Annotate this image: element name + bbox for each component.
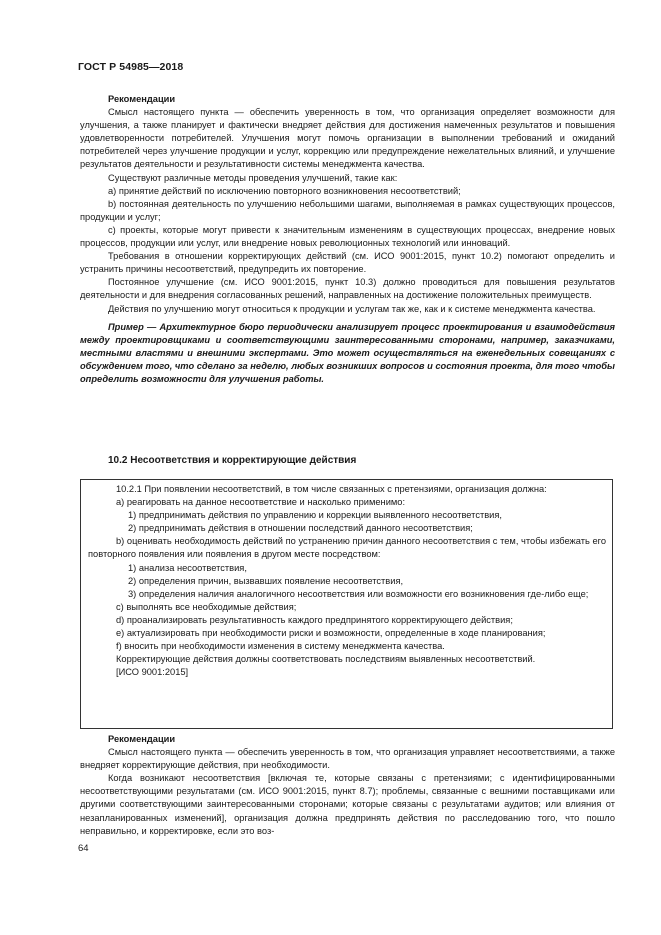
box-line: 10.2.1 При появлении несоответствий, в том числе связанных с претензиями, организация должна: bbox=[116, 484, 547, 494]
box-line: f) вносить при необходимости изменения в систему менеджмента качества. bbox=[116, 641, 445, 652]
paragraph: Смысл настоящего пункта — обеспечить уверенность в том, что организация управляет несоответствиями, а также внедряет корректирующие действия, при необходимости. bbox=[80, 747, 615, 771]
recommendations-heading: Рекомендации bbox=[108, 734, 176, 744]
paragraph: Существуют различные методы проведения улучшений, такие как: bbox=[108, 172, 398, 183]
box-line: d) проанализировать результативность каждого предпринятого корректирующего действия; bbox=[116, 614, 513, 625]
box-line: 3) определения наличия аналогичного несоответствия или возможности его возникновения где-либо еще; bbox=[128, 588, 589, 599]
paragraph: Действия по улучшению могут относиться к продукции и услугам так же, как и к системе менеджмента качества. bbox=[108, 303, 596, 314]
list-item: b) постоянная деятельность по улучшению небольшими шагами, выполняемая в рамках существующих процессов, продукции и услуг; bbox=[80, 198, 615, 222]
list-item: c) проекты, которые могут привести к значительным изменениям в существующих процессах, внедрение новых процессов, продукции или услуг, или внедрение новых революционных технологий или инноваций. bbox=[80, 224, 615, 249]
box-line: 2) определения причин, вызвавших появление несоответствия, bbox=[128, 575, 404, 586]
box-line: Корректирующие действия должны соответствовать последствиям выявленных несоответствий. bbox=[116, 654, 536, 665]
document-id: ГОСТ Р 54985—2018 bbox=[78, 61, 184, 73]
paragraph: Постоянное улучшение (см. ИСО 9001:2015, пункт 10.3) должно проводиться для повышения результатов деятельности и для внедрения согласованных решений, направленных на достижение положительных преимуществ. bbox=[80, 277, 615, 301]
paragraph: Смысл настоящего пункта — обеспечить уверенность в том, что организация определяет возможности для улучшения, а также планирует и фактически внедряет действия для достижения намеченных результатов и повышения удовлетворенности потребителей. Улучшения могут помочь организации в выполнении требований и ожиданий потребителей через улучшение продукции и услуг, коррекцию или предупреждение нежелательных влияний, и улучшение результатов деятельности и результативности системы менеджмента качества. bbox=[80, 107, 615, 170]
box-line: c) выполнять все необходимые действия; bbox=[116, 601, 297, 612]
list-item: a) принятие действий по исключению повторного возникновения несоответствий; bbox=[108, 185, 461, 196]
box-line: 1) анализа несоответствия, bbox=[128, 562, 247, 573]
iso-quote-text bbox=[88, 483, 606, 679]
box-citation: [ИСО 9001:2015] bbox=[116, 667, 189, 678]
recommendations-heading: Рекомендации bbox=[108, 94, 176, 104]
paragraph: Требования в отношении корректирующих действий (см. ИСО 9001:2015, пункт 10.2) помогают определить и устранить причины несоответствий, предупредить их повторение. bbox=[80, 251, 615, 275]
section-title: 10.2 Несоответствия и корректирующие действия bbox=[108, 455, 357, 466]
recommendations-top bbox=[80, 93, 615, 386]
page-number: 64 bbox=[78, 843, 89, 854]
box-line: b) оценивать необходимость действий по устранению причин данного несоответствия с тем, чтобы избежать его повторного появления или появления в другом месте посредством: bbox=[88, 536, 606, 560]
box-line: e) актуализировать при необходимости риски и возможности, определенные в ходе планирования; bbox=[116, 628, 546, 639]
box-line: a) реагировать на данное несоответствие и насколько применимо: bbox=[116, 497, 406, 508]
recommendations-bottom bbox=[80, 733, 615, 838]
box-line: 1) предпринимать действия по управлению и коррекции выявленного несоответствия, bbox=[128, 510, 502, 521]
example-note: Пример — Архитектурное бюро периодически анализирует процесс проектирования и взаимодействия между проектировщиками и соответствующими заинтересованными сторонами, например, заказчиками, местными властями и внешними экспертами. Это может осуществляться на еженедельных совещаниях с обсуждением того, что сделано за неделю, любых возникших вопросов и состояния проекта, для того чтобы определить возможности для улучшения работы. bbox=[80, 321, 615, 384]
box-line: 2) предпринимать действия в отношении последствий данного несоответствия; bbox=[128, 523, 473, 534]
paragraph: Когда возникают несоответствия [включая те, которые связаны с претензиями; с идентифицированными несоответствующими результатами (см. ИСО 9001:2015, пункт 8.7); проблемы, связанные с вешними поставщиками или другими соответствующими заинтересованными сторонами; которые связаны с результатами аудитов; или влияния от незапланированных изменений], организация должна предпринять действия по расследованию того, что пошло неправильно, и корректировке, если это воз- bbox=[80, 773, 615, 836]
